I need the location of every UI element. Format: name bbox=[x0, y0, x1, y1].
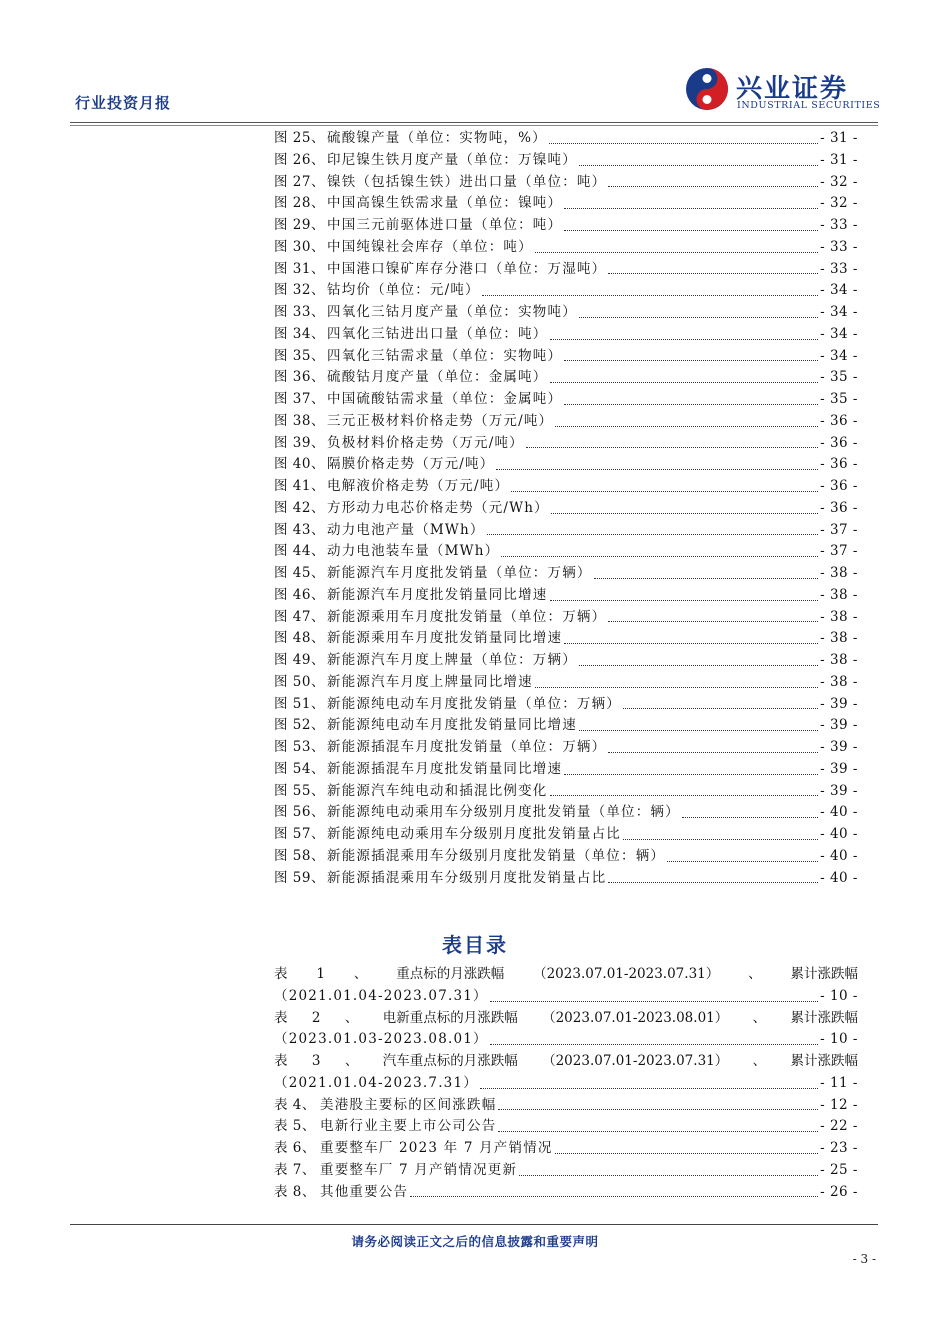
table-toc-entry-fragment: 累计涨跌幅 bbox=[790, 1009, 858, 1026]
table-toc-entry-fragment: 表 bbox=[274, 1053, 288, 1069]
toc-entry[interactable] bbox=[274, 280, 858, 302]
table-toc-entry-fragment: 电新重点标的月涨跌幅 bbox=[382, 1009, 518, 1026]
toc-entry-number: 图 54、 bbox=[274, 760, 325, 777]
toc-entry-page: - 37 - bbox=[820, 543, 858, 560]
toc-entry-page: - 40 - bbox=[820, 804, 858, 821]
toc-entry-page: - 40 - bbox=[820, 847, 858, 864]
table-toc-entry-fragment: 汽车重点标的月涨跌幅 bbox=[382, 1053, 518, 1069]
toc-dot-leader bbox=[480, 1079, 818, 1089]
toc-entry[interactable] bbox=[274, 454, 858, 476]
toc-dot-leader bbox=[550, 591, 819, 601]
table-toc-entry[interactable] bbox=[274, 964, 858, 1008]
toc-entry-page: - 33 - bbox=[820, 238, 858, 255]
table-toc-entry[interactable] bbox=[274, 1095, 858, 1117]
toc-entry[interactable] bbox=[274, 193, 858, 215]
toc-entry-title: 新能源插混车月度批发销量（单位：万辆） bbox=[327, 739, 607, 755]
toc-entry-page: - 38 - bbox=[820, 673, 858, 690]
toc-entry-page: - 38 - bbox=[820, 586, 858, 603]
figure-toc-list bbox=[274, 128, 858, 889]
toc-entry-number: 图 48、 bbox=[274, 630, 325, 647]
toc-entry-page: - 40 - bbox=[820, 826, 858, 842]
header-divider bbox=[70, 122, 878, 123]
toc-entry-title: 四氧化三钴进出口量（单位：吨） bbox=[327, 325, 548, 342]
toc-dot-leader bbox=[579, 656, 818, 666]
toc-dot-leader bbox=[550, 330, 819, 340]
toc-entry-title: 隔膜价格走势（万元/吨） bbox=[327, 456, 495, 473]
table-toc-entry-fragment: 重点标的月涨跌幅 bbox=[396, 966, 505, 982]
page-number: - 3 - bbox=[852, 1252, 876, 1266]
toc-dot-leader bbox=[564, 221, 818, 231]
table-toc-entry-fragment: 表 bbox=[274, 966, 288, 982]
toc-dot-leader bbox=[579, 308, 818, 318]
toc-dot-leader bbox=[511, 482, 818, 492]
toc-entry-page: - 34 - bbox=[820, 347, 858, 364]
table-toc-entry-fragment: 累计涨跌幅 bbox=[790, 966, 858, 982]
toc-entry[interactable] bbox=[274, 346, 858, 368]
table-toc-entry-line2 bbox=[274, 1073, 858, 1095]
table-toc-entry-number: 表 8、 bbox=[274, 1183, 316, 1200]
toc-entry-number: 图 27、 bbox=[274, 173, 325, 190]
toc-entry-title: 中国港口镍矿库存分港口（单位：万湿吨） bbox=[327, 260, 607, 277]
toc-entry-number: 图 45、 bbox=[274, 565, 325, 581]
toc-dot-leader bbox=[550, 373, 819, 383]
toc-entry-number: 图 52、 bbox=[274, 717, 325, 734]
toc-entry-title: 中国高镍生铁需求量（单位：镍吨） bbox=[327, 195, 563, 212]
toc-entry[interactable] bbox=[274, 802, 858, 824]
toc-entry-page: - 31 - bbox=[820, 151, 858, 168]
toc-entry-title: 硫酸镍产量（单位：实物吨，%） bbox=[327, 130, 547, 146]
toc-entry-title: 新能源插混乘用车分级别月度批发销量（单位：辆） bbox=[327, 847, 666, 864]
toc-entry-title: 新能源纯电动乘用车分级别月度批发销量占比 bbox=[327, 826, 621, 842]
table-toc-entry-range: （2021.01.04-2023.7.31） bbox=[274, 1074, 478, 1091]
table-toc-entry[interactable] bbox=[274, 1116, 858, 1138]
table-toc-entry-title: 其他重要公告 bbox=[320, 1183, 409, 1200]
toc-entry-page: - 35 - bbox=[820, 369, 858, 386]
toc-entry[interactable] bbox=[274, 498, 858, 520]
toc-dot-leader bbox=[564, 634, 818, 644]
toc-entry-page: - 34 - bbox=[820, 325, 858, 342]
toc-entry-number: 图 41、 bbox=[274, 478, 325, 494]
toc-dot-leader bbox=[482, 286, 818, 296]
toc-entry-number: 图 51、 bbox=[274, 695, 325, 712]
table-toc-entry-fragment: （2023.07.01-2023.07.31） bbox=[542, 1053, 729, 1069]
toc-entry-title: 新能源汽车月度上牌量（单位：万辆） bbox=[327, 652, 577, 668]
toc-dot-leader bbox=[623, 830, 818, 840]
table-toc-entry[interactable] bbox=[274, 1182, 858, 1204]
toc-entry-number: 图 42、 bbox=[274, 499, 325, 516]
toc-dot-leader bbox=[410, 1187, 818, 1197]
toc-entry-title: 钴均价（单位：元/吨） bbox=[327, 282, 480, 299]
toc-dot-leader bbox=[564, 395, 818, 405]
table-toc-entry-page: - 23 - bbox=[820, 1140, 858, 1156]
toc-entry-title: 新能源插混车月度批发销量同比增速 bbox=[327, 760, 563, 777]
toc-entry[interactable] bbox=[274, 476, 858, 498]
toc-dot-leader bbox=[550, 786, 819, 796]
toc-dot-leader bbox=[551, 504, 818, 514]
toc-entry-number: 图 58、 bbox=[274, 847, 325, 864]
toc-entry-title: 中国纯镍社会库存（单位：吨） bbox=[327, 238, 533, 255]
toc-entry-page: - 36 - bbox=[820, 456, 858, 473]
toc-entry-title: 镍铁（包括镍生铁）进出口量（单位：吨） bbox=[327, 173, 607, 190]
toc-entry[interactable] bbox=[274, 585, 858, 607]
toc-entry[interactable] bbox=[274, 607, 858, 629]
toc-dot-leader bbox=[519, 1166, 818, 1176]
toc-entry-title: 负极材料价格走势（万元/吨） bbox=[327, 434, 524, 451]
toc-entry-title: 三元正极材料价格走势（万元/吨） bbox=[327, 412, 554, 429]
toc-entry-title: 硫酸钴月度产量（单位：金属吨） bbox=[327, 369, 548, 386]
table-toc-entry-page: - 10 - bbox=[820, 1031, 858, 1048]
table-toc-entry-line2 bbox=[274, 1029, 858, 1051]
toc-entry-number: 图 29、 bbox=[274, 217, 325, 233]
toc-entry-number: 图 49、 bbox=[274, 652, 325, 668]
toc-entry-number: 图 46、 bbox=[274, 586, 325, 603]
toc-dot-leader bbox=[608, 612, 818, 622]
toc-entry[interactable] bbox=[274, 824, 858, 846]
table-toc-entry-fragment: 、 bbox=[344, 1053, 359, 1069]
toc-entry-title: 中国三元前驱体进口量（单位：吨） bbox=[327, 217, 563, 233]
table-toc-entry-title: 重要整车厂 7 月产销情况更新 bbox=[320, 1161, 518, 1178]
toc-entry-title: 新能源乘用车月度批发销量（单位：万辆） bbox=[327, 608, 607, 625]
toc-dot-leader bbox=[526, 438, 818, 448]
toc-dot-leader bbox=[667, 852, 818, 862]
toc-entry[interactable] bbox=[274, 389, 858, 411]
toc-entry[interactable] bbox=[274, 541, 858, 563]
toc-entry[interactable] bbox=[274, 215, 858, 237]
toc-entry-title: 新能源汽车纯电动和插混比例变化 bbox=[327, 782, 548, 799]
table-toc-entry-line2 bbox=[274, 986, 858, 1008]
toc-entry-title: 四氧化三钴月度产量（单位：实物吨） bbox=[327, 304, 577, 320]
toc-entry-number: 图 56、 bbox=[274, 804, 325, 821]
toc-entry-page: - 34 - bbox=[820, 304, 858, 320]
table-toc-entry[interactable] bbox=[274, 1051, 858, 1095]
table-toc-entry-page: - 25 - bbox=[820, 1161, 858, 1178]
toc-entry-page: - 36 - bbox=[820, 434, 858, 451]
toc-entry-page: - 35 - bbox=[820, 391, 858, 407]
toc-entry[interactable] bbox=[274, 520, 858, 542]
table-toc-entry-title: 美港股主要标的区间涨跌幅 bbox=[320, 1096, 497, 1113]
toc-entry-page: - 36 - bbox=[820, 499, 858, 516]
toc-entry-page: - 39 - bbox=[820, 717, 858, 734]
toc-dot-leader bbox=[490, 992, 818, 1002]
toc-dot-leader bbox=[549, 134, 818, 144]
toc-entry-number: 图 36、 bbox=[274, 369, 325, 386]
toc-entry-title: 新能源汽车月度批发销量同比增速 bbox=[327, 586, 548, 603]
table-toc-entry-line1 bbox=[274, 1051, 858, 1073]
table-toc-entry[interactable] bbox=[274, 1160, 858, 1182]
toc-dot-leader bbox=[487, 525, 819, 535]
toc-entry[interactable] bbox=[274, 650, 858, 672]
table-toc-entry-page: - 22 - bbox=[820, 1118, 858, 1135]
toc-entry[interactable] bbox=[274, 150, 858, 172]
toc-dot-leader bbox=[564, 199, 818, 209]
toc-dot-leader bbox=[555, 417, 818, 427]
toc-dot-leader bbox=[555, 1144, 818, 1154]
toc-entry[interactable] bbox=[274, 737, 858, 759]
table-toc-entry-page: - 10 - bbox=[820, 987, 858, 1004]
toc-entry-page: - 36 - bbox=[820, 412, 858, 429]
toc-entry-title: 新能源汽车月度批发销量（单位：万辆） bbox=[327, 565, 592, 581]
toc-entry[interactable] bbox=[274, 367, 858, 389]
toc-entry-number: 图 32、 bbox=[274, 282, 325, 299]
table-toc-entry-fragment: 累计涨跌幅 bbox=[790, 1053, 858, 1069]
toc-entry-number: 图 55、 bbox=[274, 782, 325, 799]
toc-entry-number: 图 26、 bbox=[274, 151, 325, 168]
toc-entry-number: 图 38、 bbox=[274, 412, 325, 429]
toc-entry-page: - 33 - bbox=[820, 260, 858, 277]
table-toc-entry-page: - 26 - bbox=[820, 1183, 858, 1200]
toc-entry-number: 图 30、 bbox=[274, 238, 325, 255]
toc-entry[interactable] bbox=[274, 172, 858, 194]
toc-entry-number: 图 53、 bbox=[274, 739, 325, 755]
toc-entry-number: 图 40、 bbox=[274, 456, 325, 473]
toc-entry[interactable] bbox=[274, 759, 858, 781]
toc-entry-page: - 38 - bbox=[820, 652, 858, 668]
table-toc-entry[interactable] bbox=[274, 1138, 858, 1160]
table-toc-entry-page: - 11 - bbox=[820, 1074, 858, 1091]
table-toc-entry-number: 表 7、 bbox=[274, 1161, 316, 1178]
table-toc-entry-fragment: 、 bbox=[752, 1009, 767, 1026]
toc-dot-leader bbox=[682, 808, 818, 818]
toc-dot-leader bbox=[579, 156, 818, 166]
toc-dot-leader bbox=[496, 460, 818, 470]
toc-entry[interactable] bbox=[274, 128, 858, 150]
toc-entry[interactable] bbox=[274, 715, 858, 737]
table-toc-entry-fragment: （2023.07.01-2023.07.31） bbox=[533, 966, 720, 982]
toc-entry-number: 图 33、 bbox=[274, 304, 325, 320]
toc-entry-page: - 39 - bbox=[820, 782, 858, 799]
toc-entry-number: 图 31、 bbox=[274, 260, 325, 277]
toc-entry-page: - 38 - bbox=[820, 565, 858, 581]
toc-dot-leader bbox=[608, 177, 818, 187]
toc-entry-title: 新能源插混乘用车分级别月度批发销量占比 bbox=[327, 869, 607, 886]
toc-entry-number: 图 50、 bbox=[274, 673, 325, 690]
toc-entry-number: 图 57、 bbox=[274, 826, 325, 842]
table-toc-entry[interactable] bbox=[274, 1008, 858, 1052]
logo-chinese-name: 兴业证券 bbox=[736, 74, 849, 104]
toc-dot-leader bbox=[535, 243, 818, 253]
table-toc-entry-line1 bbox=[274, 964, 858, 986]
toc-dot-leader bbox=[608, 264, 818, 274]
toc-entry-page: - 40 - bbox=[820, 869, 858, 886]
toc-entry-title: 四氧化三钴需求量（单位：实物吨） bbox=[327, 347, 563, 364]
toc-entry-number: 图 59、 bbox=[274, 869, 325, 886]
table-toc-heading: 表目录 bbox=[442, 933, 508, 957]
toc-entry[interactable] bbox=[274, 846, 858, 868]
footer-divider bbox=[70, 1224, 878, 1225]
toc-entry-title: 新能源纯电动车月度批发销量同比增速 bbox=[327, 717, 577, 734]
disclaimer-text: 请务必阅读正文之后的信息披露和重要声明 bbox=[351, 1234, 599, 1249]
table-toc-entry-fragment: 3 bbox=[311, 1053, 321, 1069]
table-toc-entry-number: 表 5、 bbox=[274, 1118, 316, 1135]
toc-entry-number: 图 35、 bbox=[274, 347, 325, 364]
toc-entry[interactable] bbox=[274, 433, 858, 455]
toc-entry[interactable] bbox=[274, 672, 858, 694]
toc-entry[interactable] bbox=[274, 324, 858, 346]
table-toc-entry-range: （2023.01.03-2023.08.01） bbox=[274, 1031, 488, 1048]
toc-entry-page: - 31 - bbox=[820, 130, 858, 146]
table-toc-entry-fragment: 、 bbox=[344, 1009, 359, 1026]
toc-entry-page: - 38 - bbox=[820, 608, 858, 625]
toc-entry-title: 方形动力电芯价格走势（元/Wh） bbox=[327, 499, 549, 516]
table-toc-list bbox=[274, 964, 858, 1203]
toc-entry-number: 图 34、 bbox=[274, 325, 325, 342]
toc-entry-number: 图 43、 bbox=[274, 521, 325, 538]
toc-entry-title: 新能源纯电动车月度批发销量（单位：万辆） bbox=[327, 695, 621, 712]
toc-entry-page: - 36 - bbox=[820, 478, 858, 494]
toc-dot-leader bbox=[535, 678, 818, 688]
toc-dot-leader bbox=[564, 765, 818, 775]
toc-entry[interactable] bbox=[274, 563, 858, 585]
toc-entry-title: 中国硫酸钴需求量（单位：金属吨） bbox=[327, 391, 563, 407]
report-type-label: 行业投资月报 bbox=[75, 94, 172, 112]
toc-entry[interactable] bbox=[274, 781, 858, 803]
toc-entry[interactable] bbox=[274, 259, 858, 281]
logo-english-name: INDUSTRIAL SECURITIES bbox=[737, 100, 881, 111]
table-toc-entry-fragment: 、 bbox=[353, 966, 368, 982]
toc-entry[interactable] bbox=[274, 237, 858, 259]
toc-entry-number: 图 39、 bbox=[274, 434, 325, 451]
table-toc-entry-title: 重要整车厂 2023 年 7 月产销情况 bbox=[320, 1140, 553, 1156]
toc-entry-page: - 39 - bbox=[820, 739, 858, 755]
table-toc-entry-fragment: 、 bbox=[748, 966, 762, 982]
toc-entry-number: 图 25、 bbox=[274, 130, 325, 146]
toc-entry-number: 图 28、 bbox=[274, 195, 325, 212]
toc-dot-leader bbox=[608, 873, 818, 883]
toc-dot-leader bbox=[608, 743, 818, 753]
toc-entry-page: - 39 - bbox=[820, 760, 858, 777]
toc-entry-title: 新能源乘用车月度批发销量同比增速 bbox=[327, 630, 563, 647]
toc-entry-page: - 33 - bbox=[820, 217, 858, 233]
toc-entry-title: 电解液价格走势（万元/吨） bbox=[327, 478, 510, 494]
toc-dot-leader bbox=[490, 1035, 818, 1045]
toc-entry-title: 印尼镍生铁月度产量（单位：万镍吨） bbox=[327, 151, 577, 168]
toc-entry-number: 图 47、 bbox=[274, 608, 325, 625]
toc-entry-title: 动力电池产量（MWh） bbox=[327, 521, 485, 538]
toc-entry[interactable] bbox=[274, 868, 858, 890]
toc-entry-number: 图 44、 bbox=[274, 543, 325, 560]
toc-entry[interactable] bbox=[274, 694, 858, 716]
toc-dot-leader bbox=[501, 547, 818, 557]
table-toc-entry-fragment: 1 bbox=[316, 966, 325, 982]
toc-entry[interactable] bbox=[274, 302, 858, 324]
table-toc-entry-fragment: （2023.07.01-2023.08.01） bbox=[542, 1009, 729, 1026]
toc-dot-leader bbox=[579, 721, 818, 731]
toc-dot-leader bbox=[498, 1100, 818, 1110]
toc-entry[interactable] bbox=[274, 628, 858, 650]
toc-dot-leader bbox=[564, 351, 818, 361]
toc-dot-leader bbox=[623, 699, 818, 709]
toc-entry[interactable] bbox=[274, 411, 858, 433]
toc-entry-page: - 37 - bbox=[820, 521, 858, 538]
toc-dot-leader bbox=[594, 569, 819, 579]
table-toc-entry-fragment: 表 bbox=[274, 1009, 288, 1026]
table-toc-entry-number: 表 4、 bbox=[274, 1096, 316, 1113]
toc-entry-title: 新能源纯电动乘用车分级别月度批发销量（单位：辆） bbox=[327, 804, 680, 821]
logo-mark-icon bbox=[684, 66, 730, 112]
table-toc-entry-fragment: 、 bbox=[752, 1053, 767, 1069]
table-toc-entry-line1 bbox=[274, 1008, 858, 1030]
table-toc-entry-page: - 12 - bbox=[820, 1096, 858, 1113]
table-toc-entry-fragment: 2 bbox=[311, 1009, 321, 1026]
company-logo bbox=[684, 66, 884, 116]
toc-dot-leader bbox=[498, 1122, 818, 1132]
header-divider-secondary bbox=[70, 125, 878, 126]
toc-entry-title: 新能源汽车月度上牌量同比增速 bbox=[327, 673, 533, 690]
table-toc-entry-range: （2021.01.04-2023.07.31） bbox=[274, 987, 488, 1004]
table-toc-entry-number: 表 6、 bbox=[274, 1140, 316, 1156]
toc-entry-number: 图 37、 bbox=[274, 391, 325, 407]
toc-entry-page: - 32 - bbox=[820, 173, 858, 190]
toc-entry-page: - 34 - bbox=[820, 282, 858, 299]
toc-entry-title: 动力电池装车量（MWh） bbox=[327, 543, 500, 560]
table-toc-entry-title: 电新行业主要上市公司公告 bbox=[320, 1118, 497, 1135]
toc-entry-page: - 32 - bbox=[820, 195, 858, 212]
toc-entry-page: - 39 - bbox=[820, 695, 858, 712]
toc-entry-page: - 38 - bbox=[820, 630, 858, 647]
